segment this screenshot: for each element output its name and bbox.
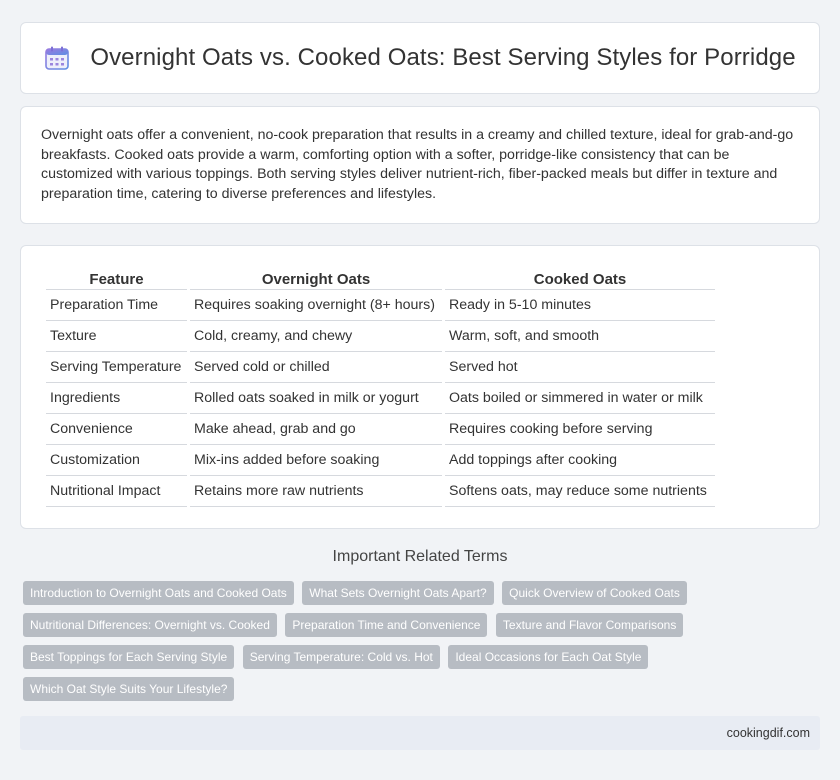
related-tag[interactable]: Which Oat Style Suits Your Lifestyle?	[23, 677, 234, 701]
feature-cell: Texture	[46, 321, 187, 352]
related-tag[interactable]: Best Toppings for Each Serving Style	[23, 645, 234, 669]
table-header-row	[46, 266, 715, 290]
feature-cell: Serving Temperature	[46, 352, 187, 383]
comparison-card	[20, 245, 820, 529]
cooked-cell: Warm, soft, and smooth	[445, 321, 715, 352]
overnight-cell: Cold, creamy, and chewy	[190, 321, 442, 352]
title-wrap	[44, 44, 795, 72]
related-tag[interactable]: Quick Overview of Cooked Oats	[502, 581, 687, 605]
feature-cell: Ingredients	[46, 383, 187, 414]
overnight-cell: Mix-ins added before soaking	[190, 445, 442, 476]
intro-card	[20, 106, 820, 224]
table-row	[46, 321, 715, 352]
overnight-cell: Retains more raw nutrients	[190, 476, 442, 507]
cooked-cell: Ready in 5-10 minutes	[445, 290, 715, 321]
overnight-cell: Requires soaking overnight (8+ hours)	[190, 290, 442, 321]
overnight-cell: Served cold or chilled	[190, 352, 442, 383]
related-terms-title: Important Related Terms	[332, 548, 508, 565]
table-row	[46, 383, 715, 414]
cooked-cell: Oats boiled or simmered in water or milk	[445, 383, 715, 414]
footer	[20, 716, 820, 750]
overnight-cell: Make ahead, grab and go	[190, 414, 442, 445]
calendar-icon	[44, 45, 70, 71]
feature-cell: Preparation Time	[46, 290, 187, 321]
table-row	[46, 414, 715, 445]
related-tag[interactable]: Texture and Flavor Comparisons	[496, 613, 683, 637]
related-tag[interactable]: Nutritional Differences: Overnight vs. Cooked	[23, 613, 277, 637]
comparison-table	[43, 266, 718, 507]
table-row	[46, 445, 715, 476]
intro-paragraph: Overnight oats offer a convenient, no-cook preparation that results in a creamy and chilled texture, ideal for grab-and-go breakfasts. Cooked oats provide a warm, comforting option with a softer, porridge-like consistency that can be customized with various toppings. Both serving styles deliver nutrient-rich, fiber-packed meals but differ in texture and preparation time, catering to diverse preferences and lifestyles.	[41, 127, 794, 202]
header-cooked-oats: Cooked Oats	[445, 266, 715, 290]
related-tag[interactable]: Preparation Time and Convenience	[285, 613, 487, 637]
cooked-cell: Requires cooking before serving	[445, 414, 715, 445]
header-feature: Feature	[46, 266, 187, 290]
cooked-cell: Softens oats, may reduce some nutrients	[445, 476, 715, 507]
cooked-cell: Add toppings after cooking	[445, 445, 715, 476]
cooked-cell: Served hot	[445, 352, 715, 383]
table-row	[46, 476, 715, 507]
table-row	[46, 290, 715, 321]
related-tag[interactable]: Serving Temperature: Cold vs. Hot	[243, 645, 440, 669]
related-tag[interactable]: Ideal Occasions for Each Oat Style	[448, 645, 648, 669]
header-overnight-oats: Overnight Oats	[190, 266, 442, 290]
table-row	[46, 352, 715, 383]
feature-cell: Customization	[46, 445, 187, 476]
page-title: Overnight Oats vs. Cooked Oats: Best Serving Styles for Porridge	[90, 44, 796, 71]
feature-cell: Nutritional Impact	[46, 476, 187, 507]
header-card	[20, 22, 820, 94]
footer-site-link[interactable]: cookingdif.com	[726, 726, 810, 740]
feature-cell: Convenience	[46, 414, 187, 445]
related-tag[interactable]: Introduction to Overnight Oats and Cooked Oats	[23, 581, 294, 605]
related-tag[interactable]: What Sets Overnight Oats Apart?	[302, 581, 493, 605]
related-tags	[23, 581, 703, 709]
overnight-cell: Rolled oats soaked in milk or yogurt	[190, 383, 442, 414]
